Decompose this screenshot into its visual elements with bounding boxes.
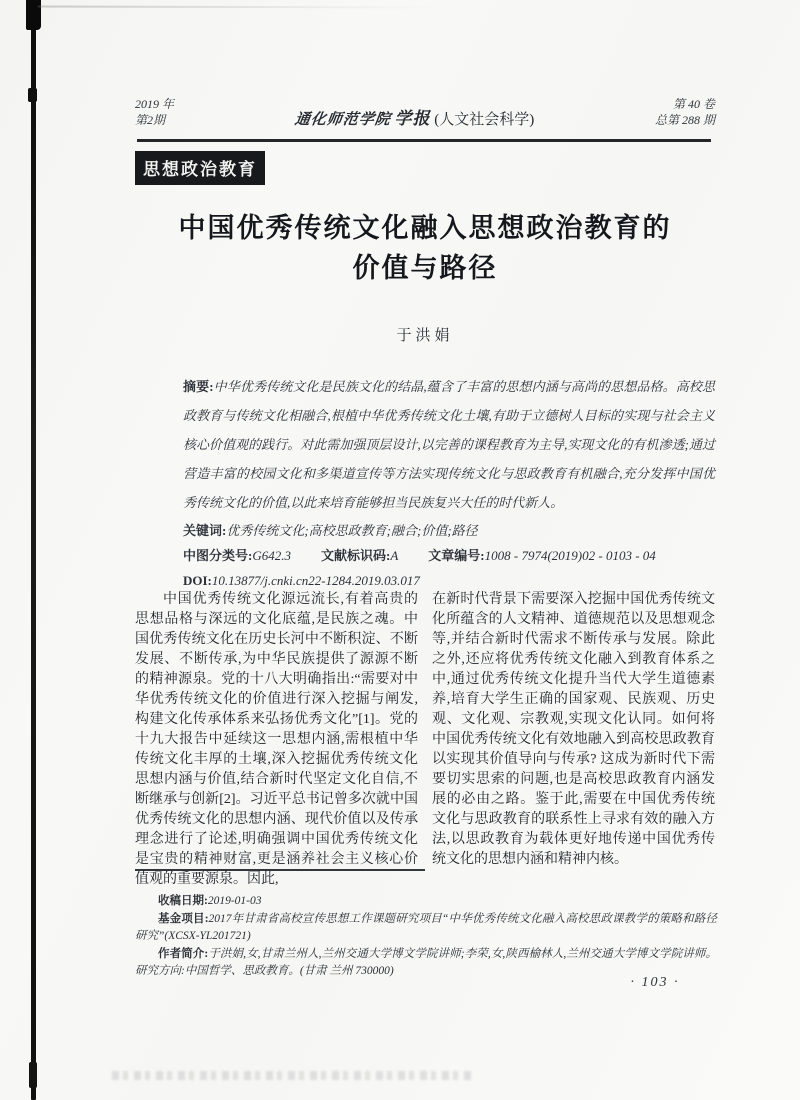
bio-label: 作者简介: xyxy=(158,948,209,960)
clc-item xyxy=(183,543,291,568)
article-author: 于洪娟 xyxy=(396,328,454,344)
article-title-line1: 中国优秀传统文化融入思想政治教育的 xyxy=(178,213,672,243)
volume-info xyxy=(655,96,715,128)
received-label: 收稿日期: xyxy=(158,895,208,907)
keywords-text: 优秀传统文化;高校思政教育;融合;价值;路径 xyxy=(226,523,478,538)
article-no-label: 文章编号: xyxy=(428,548,485,563)
classification-line xyxy=(183,543,715,568)
page-number: · 103 · xyxy=(630,975,680,990)
abstract-label: 摘要: xyxy=(183,379,214,394)
doi-label: DOI: xyxy=(183,573,212,588)
section-label-badge: 思想政治教育 xyxy=(135,151,265,185)
bio-value: 于洪娟,女,甘肃兰州人,兰州交通大学博文学院讲师;李荣,女,陕西榆林人,兰州交通大学博文学院讲师。研究方向:中国哲学、思政教育。(甘肃 兰州 730000) xyxy=(135,948,717,977)
body-right-column xyxy=(432,590,715,890)
doc-code-label: 文献标识码: xyxy=(320,548,391,563)
fund-line xyxy=(135,911,717,945)
fund-value: 2017年甘肃省高校宣传思想工作课题研究项目“中华优秀传统文化融入高校思政课教学的策略和路径研究”(XCSX-YL201721) xyxy=(135,913,717,942)
abstract-block xyxy=(183,372,715,593)
body-left-column xyxy=(135,590,418,890)
doc-code-value: A xyxy=(390,548,399,563)
scan-edge-artifact xyxy=(31,0,36,1100)
journal-volume: 第 40 卷 xyxy=(672,97,715,111)
received-date-line xyxy=(135,893,717,910)
fund-label: 基金项目: xyxy=(158,913,209,925)
article-body xyxy=(135,590,715,890)
journal-header xyxy=(135,96,715,129)
keywords-label: 关键词: xyxy=(183,523,227,538)
clc-value: G642.3 xyxy=(252,548,291,563)
keywords-line xyxy=(183,518,715,543)
journal-name-bold: 学报 xyxy=(394,109,431,128)
journal-name-suffix: (人文社会科学) xyxy=(434,112,535,128)
journal-name-calligraphy: 通化师范学院 xyxy=(293,112,392,128)
article-no-item xyxy=(428,543,656,568)
body-right-paragraph: 在新时代背景下需要深入挖掘中国优秀传统文化所蕴含的人文精神、道德规范以及思想观念等,并结合新时代需求不断传承与发展。除此之外,还应将优秀传统文化融入到教育体系之中,通过优秀传统文化提升当代大学生道德素养,培育大学生正确的国家观、民族观、历史观、文化观、宗教观,实现文化认同。如何将中国优秀传统文化有效地融入到高校思政教育以实现其价值导向与传承? 这成为新时代下需要切实思索的问题,也是高校思政教育内涵发展的必由之路。鉴于此,需要在中国优秀传统文化与思政教育的联系性上寻求有效的融入方法,以思政教育为载体更好地传递中国优秀传统文化的思想内涵和精神内核。 xyxy=(432,592,715,867)
doc-code-item xyxy=(321,543,398,568)
journal-title xyxy=(295,96,535,129)
scan-shadow xyxy=(38,5,438,8)
footnote-separator xyxy=(135,869,425,871)
page-bleed-through xyxy=(112,1071,472,1080)
scan-mark xyxy=(29,1062,37,1088)
scan-mark xyxy=(28,88,37,102)
doi-value: 10.13877/j.cnki.cn22-1284.2019.03.017 xyxy=(211,573,420,588)
issue-info xyxy=(135,96,174,128)
received-value: 2019-01-03 xyxy=(207,895,262,907)
article-no-value: 1008 - 7974(2019)02 - 0103 - 04 xyxy=(484,548,656,563)
body-left-paragraph: 中国优秀传统文化源远流长,有着高贵的思想品格与深远的文化底蕴,是民族之魂。中国优秀传统文化在历史长河中不断积淀、不断发展、不断传承,为中华民族提供了源源不断的精神源泉。党的十八大明确指出:“需要对中华优秀传统文化的价值进行深入挖掘与阐发,构建文化传承体系来弘扬优秀文化”[1]。党的十九大报告中延续这一思想内涵,需根植中华传统文化丰厚的土壤,深入挖掘优秀传统文化思想内涵与价值,结合新时代坚定文化自信,不断继承与创新[2]。习近平总书记曾多次就中国优秀传统文化的思想内涵、现代价值以及传承理念进行了论述,明确强调中国优秀传统文化是宝贵的精神财富,更是涵养社会主义核心价值观的重要源泉。因此, xyxy=(135,592,418,887)
journal-issue: 第2期 xyxy=(135,113,166,127)
journal-cumulative-issue: 总第 288 期 xyxy=(654,113,715,127)
footnote-block xyxy=(135,893,717,981)
article-title-line2: 价值与路径 xyxy=(352,253,498,283)
journal-year: 2019 年 xyxy=(135,97,175,111)
article-title xyxy=(135,208,715,288)
clc-label: 中图分类号: xyxy=(183,548,253,563)
abstract-paragraph xyxy=(183,372,715,517)
abstract-text: 中华优秀传统文化是民族文化的结晶,蕴含了丰富的思想内涵与高尚的思想品格。高校思政教育与传统文化相融合,根植中华优秀传统文化土壤,有助于立德树人目标的实现与社会主义核心价值观的践行。对此需加强顶层设计,以完善的课程教育为主导,实现文化的有机渗透;通过营造丰富的校园文化和多渠道宣传等方法实现传统文化与思政教育有机融合,充分发挥中国优秀传统文化的价值,以此来培育能够担当民族复兴大任的时代新人。 xyxy=(183,379,715,510)
header-rule xyxy=(137,139,711,142)
